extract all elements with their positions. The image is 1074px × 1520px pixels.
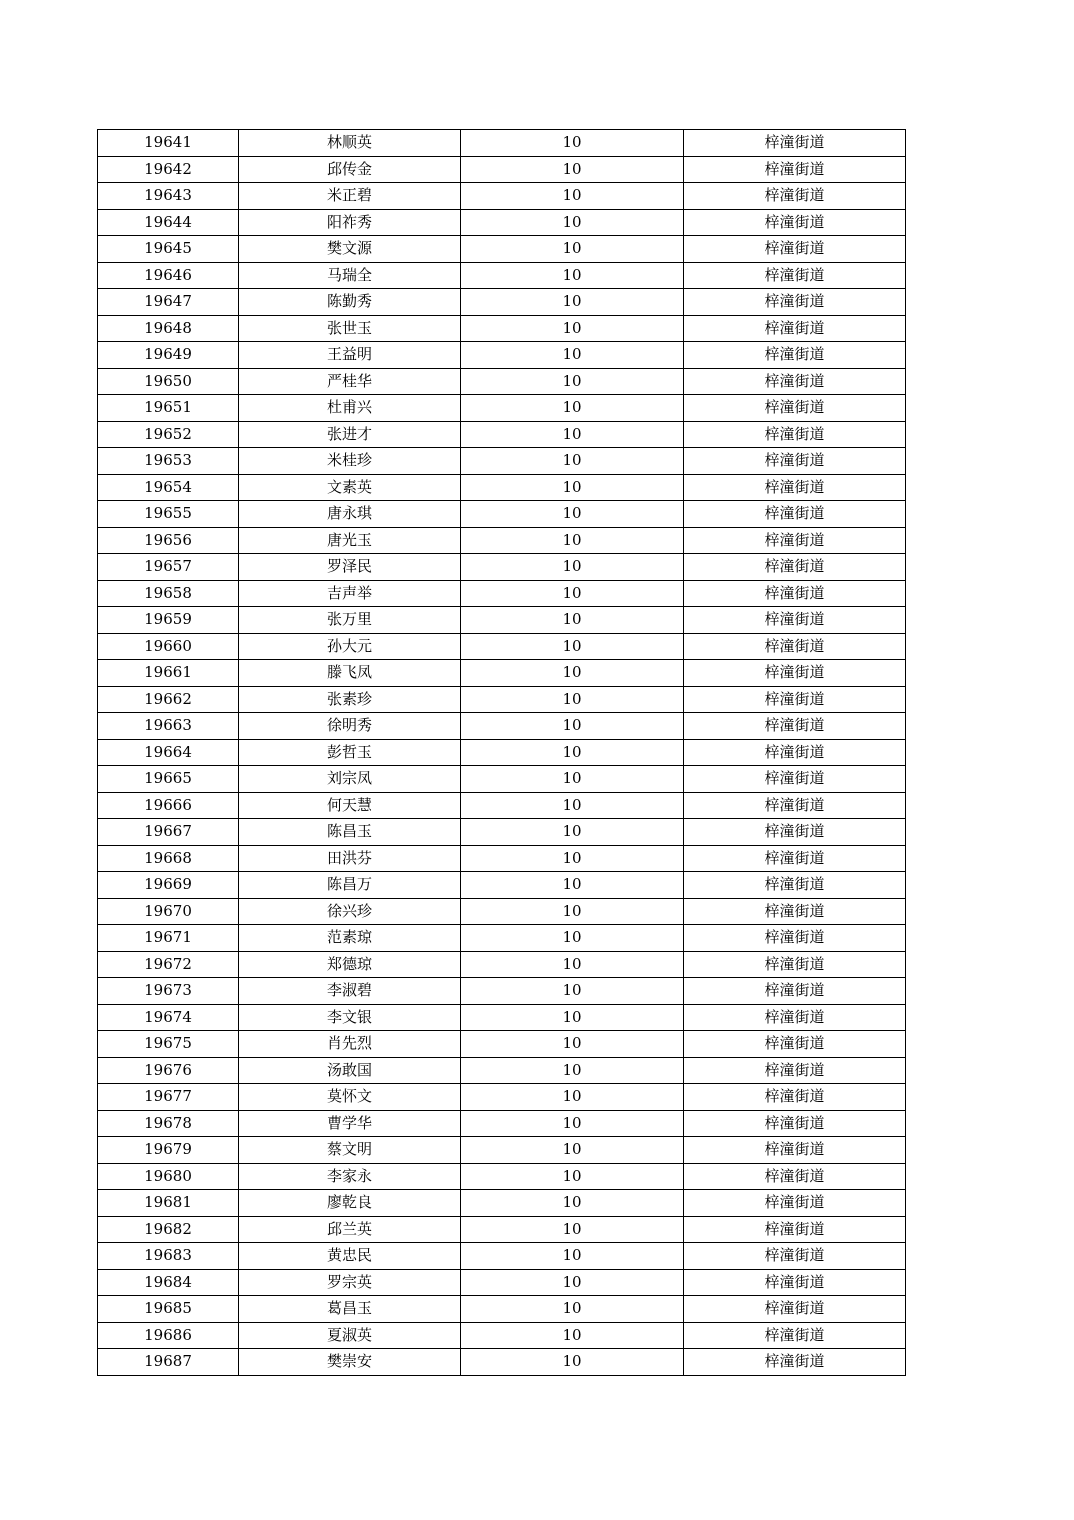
name-cell: 李文银 (239, 1004, 461, 1031)
amount-cell: 10 (461, 872, 684, 899)
district-cell: 梓潼街道 (684, 501, 906, 528)
table-row (98, 607, 906, 634)
district-cell: 梓潼街道 (684, 607, 906, 634)
id-cell: 19660 (98, 633, 239, 660)
district-cell: 梓潼街道 (684, 580, 906, 607)
table-row (98, 872, 906, 899)
district-cell: 梓潼街道 (684, 633, 906, 660)
id-cell: 19670 (98, 898, 239, 925)
table-row (98, 1057, 906, 1084)
name-cell: 郑德琼 (239, 951, 461, 978)
id-cell: 19655 (98, 501, 239, 528)
table-row (98, 474, 906, 501)
amount-cell: 10 (461, 474, 684, 501)
amount-cell: 10 (461, 792, 684, 819)
id-cell: 19685 (98, 1296, 239, 1323)
id-cell: 19674 (98, 1004, 239, 1031)
district-cell: 梓潼街道 (684, 978, 906, 1005)
table-row (98, 1031, 906, 1058)
district-cell: 梓潼街道 (684, 713, 906, 740)
table-row (98, 713, 906, 740)
district-cell: 梓潼街道 (684, 421, 906, 448)
amount-cell: 10 (461, 1269, 684, 1296)
id-cell: 19642 (98, 156, 239, 183)
name-cell: 张世玉 (239, 315, 461, 342)
id-cell: 19643 (98, 183, 239, 210)
table-row (98, 686, 906, 713)
table-row (98, 501, 906, 528)
id-cell: 19683 (98, 1243, 239, 1270)
table-row (98, 1084, 906, 1111)
id-cell: 19651 (98, 395, 239, 422)
name-cell: 邱传金 (239, 156, 461, 183)
table-row (98, 448, 906, 475)
id-cell: 19647 (98, 289, 239, 316)
amount-cell: 10 (461, 527, 684, 554)
id-cell: 19661 (98, 660, 239, 687)
district-cell: 梓潼街道 (684, 130, 906, 157)
amount-cell: 10 (461, 1163, 684, 1190)
name-cell: 刘宗凤 (239, 766, 461, 793)
amount-cell: 10 (461, 262, 684, 289)
name-cell: 孙大元 (239, 633, 461, 660)
id-cell: 19645 (98, 236, 239, 263)
name-cell: 王益明 (239, 342, 461, 369)
district-cell: 梓潼街道 (684, 1110, 906, 1137)
table-row (98, 633, 906, 660)
district-cell: 梓潼街道 (684, 1137, 906, 1164)
amount-cell: 10 (461, 1243, 684, 1270)
table-row (98, 130, 906, 157)
name-cell: 范素琼 (239, 925, 461, 952)
district-cell: 梓潼街道 (684, 845, 906, 872)
id-cell: 19666 (98, 792, 239, 819)
name-cell: 徐明秀 (239, 713, 461, 740)
amount-cell: 10 (461, 183, 684, 210)
id-cell: 19663 (98, 713, 239, 740)
district-cell: 梓潼街道 (684, 342, 906, 369)
table-row (98, 1216, 906, 1243)
district-cell: 梓潼街道 (684, 1190, 906, 1217)
id-cell: 19682 (98, 1216, 239, 1243)
amount-cell: 10 (461, 236, 684, 263)
id-cell: 19681 (98, 1190, 239, 1217)
district-cell: 梓潼街道 (684, 1057, 906, 1084)
amount-cell: 10 (461, 342, 684, 369)
name-cell: 曹学华 (239, 1110, 461, 1137)
table-row (98, 1269, 906, 1296)
district-cell: 梓潼街道 (684, 448, 906, 475)
district-cell: 梓潼街道 (684, 368, 906, 395)
name-cell: 陈勤秀 (239, 289, 461, 316)
id-cell: 19671 (98, 925, 239, 952)
id-cell: 19678 (98, 1110, 239, 1137)
amount-cell: 10 (461, 1057, 684, 1084)
table-row (98, 1137, 906, 1164)
id-cell: 19686 (98, 1322, 239, 1349)
table-row (98, 209, 906, 236)
district-cell: 梓潼街道 (684, 1163, 906, 1190)
table-row (98, 660, 906, 687)
table-row (98, 580, 906, 607)
name-cell: 李淑碧 (239, 978, 461, 1005)
id-cell: 19650 (98, 368, 239, 395)
table-row (98, 1163, 906, 1190)
id-cell: 19641 (98, 130, 239, 157)
name-cell: 夏淑英 (239, 1322, 461, 1349)
name-cell: 徐兴珍 (239, 898, 461, 925)
name-cell: 吉声举 (239, 580, 461, 607)
district-cell: 梓潼街道 (684, 156, 906, 183)
district-cell: 梓潼街道 (684, 872, 906, 899)
amount-cell: 10 (461, 713, 684, 740)
table-row (98, 1243, 906, 1270)
district-cell: 梓潼街道 (684, 766, 906, 793)
table-row (98, 342, 906, 369)
id-cell: 19679 (98, 1137, 239, 1164)
district-cell: 梓潼街道 (684, 262, 906, 289)
name-cell: 樊文源 (239, 236, 461, 263)
district-cell: 梓潼街道 (684, 209, 906, 236)
table-row (98, 766, 906, 793)
table-row (98, 156, 906, 183)
id-cell: 19676 (98, 1057, 239, 1084)
name-cell: 汤敢国 (239, 1057, 461, 1084)
district-cell: 梓潼街道 (684, 792, 906, 819)
table-row (98, 845, 906, 872)
id-cell: 19649 (98, 342, 239, 369)
district-cell: 梓潼街道 (684, 1322, 906, 1349)
name-cell: 唐永琪 (239, 501, 461, 528)
id-cell: 19669 (98, 872, 239, 899)
id-cell: 19684 (98, 1269, 239, 1296)
amount-cell: 10 (461, 607, 684, 634)
amount-cell: 10 (461, 554, 684, 581)
id-cell: 19646 (98, 262, 239, 289)
amount-cell: 10 (461, 766, 684, 793)
amount-cell: 10 (461, 1031, 684, 1058)
table-row (98, 421, 906, 448)
table-row (98, 527, 906, 554)
district-cell: 梓潼街道 (684, 315, 906, 342)
amount-cell: 10 (461, 898, 684, 925)
amount-cell: 10 (461, 1349, 684, 1376)
table-row (98, 792, 906, 819)
district-cell: 梓潼街道 (684, 1216, 906, 1243)
district-cell: 梓潼街道 (684, 554, 906, 581)
table-row (98, 925, 906, 952)
id-cell: 19668 (98, 845, 239, 872)
amount-cell: 10 (461, 289, 684, 316)
name-cell: 张素珍 (239, 686, 461, 713)
district-cell: 梓潼街道 (684, 1243, 906, 1270)
name-cell: 马瑞全 (239, 262, 461, 289)
district-cell: 梓潼街道 (684, 951, 906, 978)
district-cell: 梓潼街道 (684, 183, 906, 210)
id-cell: 19658 (98, 580, 239, 607)
table-row (98, 739, 906, 766)
table-row (98, 554, 906, 581)
amount-cell: 10 (461, 315, 684, 342)
name-cell: 林顺英 (239, 130, 461, 157)
id-cell: 19675 (98, 1031, 239, 1058)
amount-cell: 10 (461, 501, 684, 528)
name-cell: 何天慧 (239, 792, 461, 819)
name-cell: 田洪芬 (239, 845, 461, 872)
amount-cell: 10 (461, 209, 684, 236)
amount-cell: 10 (461, 739, 684, 766)
district-cell: 梓潼街道 (684, 1031, 906, 1058)
id-cell: 19654 (98, 474, 239, 501)
name-cell: 蔡文明 (239, 1137, 461, 1164)
table-row (98, 183, 906, 210)
name-cell: 滕飞凤 (239, 660, 461, 687)
id-cell: 19657 (98, 554, 239, 581)
amount-cell: 10 (461, 448, 684, 475)
name-cell: 罗泽民 (239, 554, 461, 581)
amount-cell: 10 (461, 1296, 684, 1323)
id-cell: 19648 (98, 315, 239, 342)
table-row (98, 1322, 906, 1349)
district-cell: 梓潼街道 (684, 686, 906, 713)
amount-cell: 10 (461, 819, 684, 846)
name-cell: 樊崇安 (239, 1349, 461, 1376)
name-cell: 罗宗英 (239, 1269, 461, 1296)
id-cell: 19672 (98, 951, 239, 978)
id-cell: 19664 (98, 739, 239, 766)
name-cell: 张万里 (239, 607, 461, 634)
table-row (98, 951, 906, 978)
table-row (98, 236, 906, 263)
table-row (98, 368, 906, 395)
district-cell: 梓潼街道 (684, 739, 906, 766)
name-cell: 彭哲玉 (239, 739, 461, 766)
id-cell: 19680 (98, 1163, 239, 1190)
table-row (98, 898, 906, 925)
amount-cell: 10 (461, 925, 684, 952)
id-cell: 19652 (98, 421, 239, 448)
table-row (98, 1296, 906, 1323)
district-cell: 梓潼街道 (684, 898, 906, 925)
id-cell: 19667 (98, 819, 239, 846)
name-cell: 葛昌玉 (239, 1296, 461, 1323)
table-row (98, 978, 906, 1005)
name-cell: 唐光玉 (239, 527, 461, 554)
amount-cell: 10 (461, 1110, 684, 1137)
district-cell: 梓潼街道 (684, 1296, 906, 1323)
table-row (98, 315, 906, 342)
name-cell: 莫怀文 (239, 1084, 461, 1111)
name-cell: 张进才 (239, 421, 461, 448)
amount-cell: 10 (461, 686, 684, 713)
name-cell: 李家永 (239, 1163, 461, 1190)
name-cell: 严桂华 (239, 368, 461, 395)
district-cell: 梓潼街道 (684, 236, 906, 263)
amount-cell: 10 (461, 1216, 684, 1243)
amount-cell: 10 (461, 1084, 684, 1111)
table-body (98, 130, 906, 1376)
id-cell: 19673 (98, 978, 239, 1005)
id-cell: 19677 (98, 1084, 239, 1111)
amount-cell: 10 (461, 368, 684, 395)
name-cell: 陈昌玉 (239, 819, 461, 846)
table-row (98, 262, 906, 289)
district-cell: 梓潼街道 (684, 1269, 906, 1296)
id-cell: 19644 (98, 209, 239, 236)
table-row (98, 819, 906, 846)
table-row (98, 1349, 906, 1376)
name-cell: 陈昌万 (239, 872, 461, 899)
amount-cell: 10 (461, 156, 684, 183)
amount-cell: 10 (461, 1322, 684, 1349)
id-cell: 19653 (98, 448, 239, 475)
district-cell: 梓潼街道 (684, 474, 906, 501)
amount-cell: 10 (461, 978, 684, 1005)
id-cell: 19687 (98, 1349, 239, 1376)
district-cell: 梓潼街道 (684, 1084, 906, 1111)
table-row (98, 1190, 906, 1217)
id-cell: 19665 (98, 766, 239, 793)
name-cell: 米正碧 (239, 183, 461, 210)
name-cell: 肖先烈 (239, 1031, 461, 1058)
district-cell: 梓潼街道 (684, 395, 906, 422)
data-table (97, 129, 906, 1376)
amount-cell: 10 (461, 951, 684, 978)
amount-cell: 10 (461, 1190, 684, 1217)
name-cell: 黄忠民 (239, 1243, 461, 1270)
id-cell: 19662 (98, 686, 239, 713)
name-cell: 邱兰英 (239, 1216, 461, 1243)
id-cell: 19656 (98, 527, 239, 554)
id-cell: 19659 (98, 607, 239, 634)
district-cell: 梓潼街道 (684, 660, 906, 687)
amount-cell: 10 (461, 395, 684, 422)
district-cell: 梓潼街道 (684, 527, 906, 554)
name-cell: 文素英 (239, 474, 461, 501)
name-cell: 廖乾良 (239, 1190, 461, 1217)
amount-cell: 10 (461, 1004, 684, 1031)
amount-cell: 10 (461, 1137, 684, 1164)
district-cell: 梓潼街道 (684, 1349, 906, 1376)
table-row (98, 1004, 906, 1031)
name-cell: 阳祚秀 (239, 209, 461, 236)
district-cell: 梓潼街道 (684, 925, 906, 952)
amount-cell: 10 (461, 845, 684, 872)
amount-cell: 10 (461, 633, 684, 660)
district-cell: 梓潼街道 (684, 289, 906, 316)
table-row (98, 289, 906, 316)
amount-cell: 10 (461, 130, 684, 157)
amount-cell: 10 (461, 660, 684, 687)
table-row (98, 395, 906, 422)
name-cell: 杜甫兴 (239, 395, 461, 422)
district-cell: 梓潼街道 (684, 819, 906, 846)
table-row (98, 1110, 906, 1137)
amount-cell: 10 (461, 580, 684, 607)
name-cell: 米桂珍 (239, 448, 461, 475)
district-cell: 梓潼街道 (684, 1004, 906, 1031)
amount-cell: 10 (461, 421, 684, 448)
